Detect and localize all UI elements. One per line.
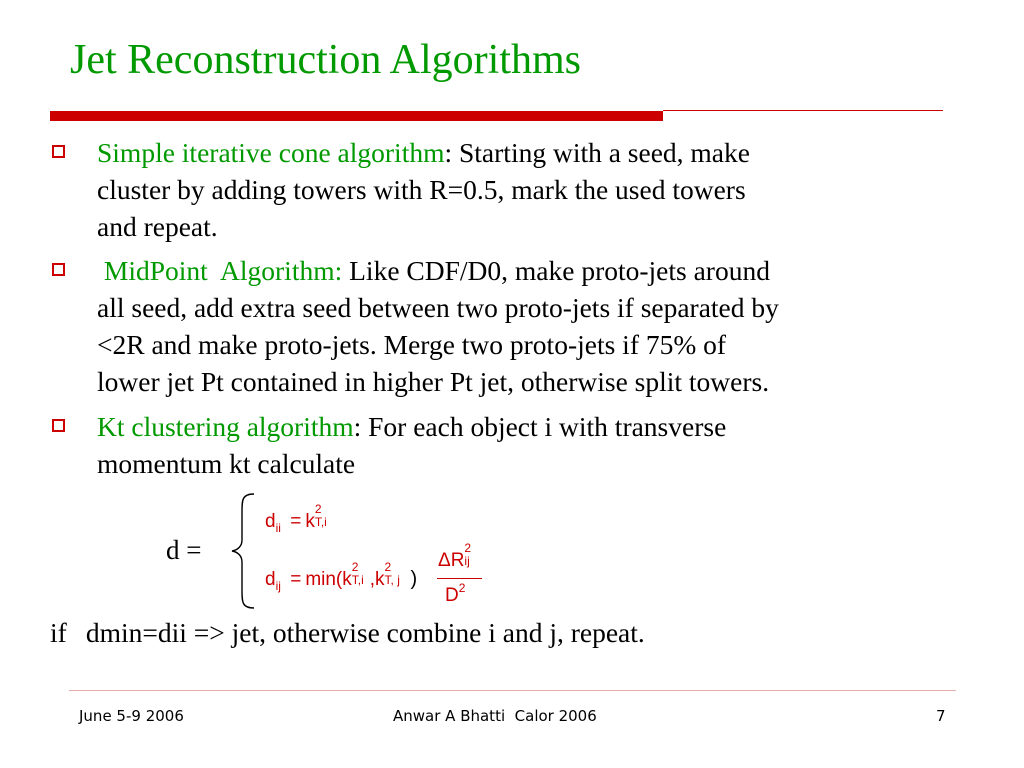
footer-divider [69, 690, 956, 691]
formula-superscript: 2 [351, 560, 359, 574]
formula-symbol: min(k [305, 569, 352, 590]
formula-row-dii [265, 502, 337, 535]
formula-subscript: T,i [351, 573, 364, 587]
bullet-square-icon [52, 419, 65, 432]
slide-title: Jet Reconstruction Algorithms [70, 37, 581, 83]
footer-page-number: 7 [936, 707, 946, 725]
formula-fraction-denominator [445, 581, 466, 607]
bullet-1-line-3: and repeat. [97, 211, 218, 242]
formula-subscript: T, j [384, 573, 400, 587]
if-line [50, 614, 920, 651]
footer-author: Anwar A Bhatti Calor 2006 [393, 707, 597, 725]
formula-subscript: ij [464, 554, 470, 568]
bullet-2-line-2: all seed, add extra seed between two proto-jets if separated by [97, 292, 779, 323]
bullet-3-line-1: : For each object i with transverse [353, 411, 727, 442]
bullet-1 [97, 134, 967, 245]
formula-superscript: 2 [384, 560, 392, 574]
formula-subscript: ij [275, 579, 281, 593]
bullet-1-line-1: : Starting with a seed, make [444, 137, 750, 168]
formula-fraction-bar [437, 578, 482, 579]
formula-subscript: ii [275, 521, 281, 535]
formula-subscript: T,i [314, 515, 327, 529]
bullet-1-line-2: cluster by adding towers with R=0.5, mark the used towers [97, 174, 746, 205]
formula-row-dij [265, 560, 418, 593]
formula-superscript: 2 [464, 541, 472, 555]
bullet-2-line-3: <2R and make proto-jets. Merge two proto-jets if 75% of [97, 329, 727, 360]
formula-equals: = [290, 569, 302, 590]
formula-symbol: d [265, 569, 276, 590]
bullet-square-icon [52, 145, 65, 158]
formula-equals: = [290, 511, 302, 532]
formula-symbol: D [445, 585, 459, 606]
title-underline-thick [50, 111, 663, 121]
if-text: dmin=dii => jet, otherwise combine i and j, repeat. [85, 617, 645, 648]
formula-paren: ) [410, 568, 418, 590]
footer-date: June 5-9 2006 [79, 707, 184, 725]
bullet-square-icon [52, 263, 65, 276]
formula-superscript: 2 [458, 581, 466, 595]
formula-symbol: d [265, 511, 276, 532]
bullet-3 [97, 408, 967, 482]
title-underline-thin [663, 110, 943, 111]
bullet-3-heading: Kt clustering algorithm [97, 411, 354, 442]
formula-brace-icon [228, 490, 258, 612]
if-prefix: if [50, 617, 67, 648]
formula-symbol: k [305, 511, 315, 532]
formula-superscript: 2 [314, 502, 322, 516]
formula-fraction-numerator [438, 541, 478, 572]
formula-lhs: d = [166, 535, 202, 565]
bullet-2 [97, 252, 967, 400]
formula-symbol: ,k [369, 569, 385, 590]
bullet-3-line-2: momentum kt calculate [97, 448, 356, 479]
bullet-1-heading: Simple iterative cone algorithm [97, 137, 445, 168]
bullet-2-line-4: lower jet Pt contained in higher Pt jet, otherwise split towers. [97, 366, 770, 397]
bullet-2-heading: MidPoint Algorithm: [97, 255, 343, 286]
bullet-2-line-1: Like CDF/D0, make proto-jets around [342, 255, 770, 286]
formula-symbol: ΔR [438, 550, 465, 571]
